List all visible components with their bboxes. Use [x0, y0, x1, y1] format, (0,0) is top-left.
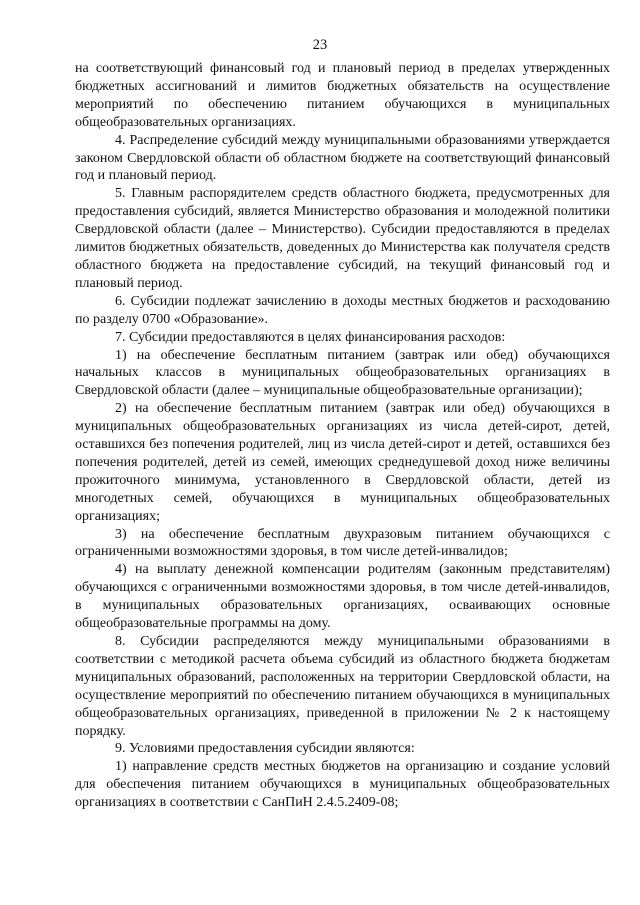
paragraph-subitem-9-1: 1) направление средств местных бюджетов на организацию и создание условий для обеспечения питанием обучающихся в муниципальных общеобразовательных организациях в соответствии с СанПиН 2.4.5.2409-08; — [75, 759, 610, 811]
paragraph-item-4: 4. Распределение субсидий между муниципальными образованиями утверждается законом Свердловской области об областном бюджете на соответствующий финансовый год и плановый период. — [75, 132, 610, 184]
document-body — [75, 60, 610, 812]
paragraph-item-9: 9. Условиями предоставления субсидии являются: — [115, 741, 415, 757]
paragraph-item-8: 8. Субсидии распределяются между муниципальными образованиями в соответствии с методикой расчета объема субсидий из областного бюджета бюджетам муниципальных образований, расположенных на территории Свердловской области, на осуществление мероприятий по обеспечению питанием обучающихся в муниципальных общеобразовательных организациях, приведенной в приложении № 2 к настоящему порядку. — [75, 634, 610, 739]
page-number: 23 — [312, 37, 328, 53]
paragraph-subitem-7-2: 2) на обеспечение бесплатным питанием (завтрак или обед) обучающихся в муниципальных общеобразовательных организациях из числа детей-сирот, детей, оставшихся без попечения родителей, лиц из числа детей-сирот и детей, оставшихся без попечения родителей, детей из семей, имеющих среднедушевой доход ниже величины прожиточного минимума, установленного в Свердловской области, детей из многодетных семей, обучающихся в муниципальных общеобразовательных организациях; — [75, 401, 610, 524]
paragraph-subitem-7-4: 4) на выплату денежной компенсации родителям (законным представителям) обучающихся с ограниченными возможностями здоровья, в том числе детей-инвалидов, в муниципальных образовательных организациях, осваивающих основные общеобразовательные программы на дому. — [75, 562, 610, 632]
paragraph-item-6: 6. Субсидии подлежат зачислению в доходы местных бюджетов и расходованию по разделу 0700 «Образование». — [75, 293, 610, 327]
paragraph-continuation: на соответствующий финансовый год и плановый период в пределах утвержденных бюджетных ассигнований и лимитов бюджетных обязательств на осуществление мероприятий по обеспечению питанием обучающихся в муниципальных общеобразовательных организациях. — [75, 61, 610, 130]
paragraph-item-5: 5. Главным распорядителем средств областного бюджета, предусмотренных для предоставления субсидий, является Министерство образования и молодежной политики Свердловской области (далее – Министерство). Субсидии предоставляются в пределах лимитов бюджетных обязательств, доведенных до Министерства как получателя средств областного бюджета на предоставление субсидий, на текущий финансовый год и плановый период. — [75, 186, 610, 291]
paragraph-subitem-7-3: 3) на обеспечение бесплатным двухразовым питанием обучающихся с ограниченными возможностями здоровья, в том числе детей-инвалидов; — [75, 526, 610, 560]
paragraph-subitem-7-1: 1) на обеспечение бесплатным питанием (завтрак или обед) обучающихся начальных классов в муниципальных общеобразовательных организациях в Свердловской области (далее – муниципальные общеобразовательные организации); — [75, 347, 610, 399]
paragraph-item-7: 7. Субсидии предоставляются в целях финансирования расходов: — [115, 329, 506, 345]
